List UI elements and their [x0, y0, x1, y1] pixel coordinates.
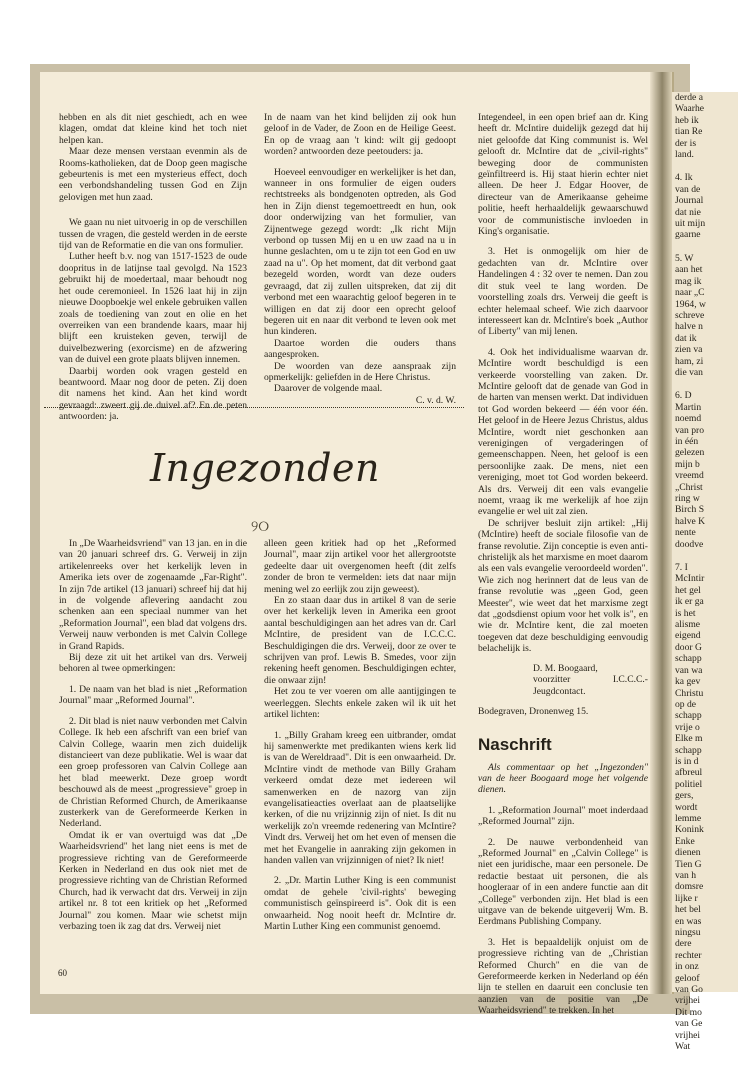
fragment-line: lemme: [675, 812, 702, 824]
ornament-icon: ୨୦: [250, 519, 270, 535]
fragment-line: schreve: [675, 309, 705, 321]
fragment-line: politiel: [675, 778, 703, 790]
fragment-line: tian Re: [675, 126, 703, 138]
fragment-line: Elke m: [675, 733, 703, 745]
fragment-line: ka gev: [675, 676, 701, 688]
fragment-line: 1964, w: [675, 298, 706, 310]
fragment-line: van wa: [675, 664, 703, 676]
author-signature: C. v. d. W.: [415, 394, 456, 406]
paragraph: Hoeveel eenvoudiger en werkelijker is het dan, wanneer in ons formulier de eigen ouders rechtstreeks als bondgenoten optreden, als God hen in Zijn dienst tegemoettreedt en hun, ook door onderwijzing van het formulier, van Zijnentwege gezegd wordt: „Ik richt Mijn verbond op tussen Mij en u en uw zaad na u in hunne geslachten, om u te zijn tot een God en uw zaad na u". Op het moment, dat dit verbond gaat bezegeld worden, wordt van deze ouders gevraagd, dat zij zullen uitspreken, dat zij dit verbond met een waarachtig geloof begeren in te willigen en dat zij door een oprecht geloof begeren uit en naar dit verbond te leven ook met hun kinderen.: [264, 166, 456, 338]
paragraph: De woorden van deze aanspraak zijn opmerkelijk: geliefden in de Here Christus.: [264, 360, 456, 383]
fragment-line: uit mijn: [675, 218, 706, 230]
fragment-line: Birch S: [675, 504, 705, 516]
fragment-line: wordt: [675, 801, 698, 813]
fragment-line: zien va: [675, 344, 703, 356]
fragment-line: noemd: [675, 413, 702, 425]
article-column-2: [264, 112, 456, 406]
naschrift-heading: Naschrift: [478, 735, 552, 755]
fragment-line: is het: [675, 607, 696, 619]
fragment-line: rechter: [675, 949, 702, 961]
section-heading: Ingezonden: [150, 446, 380, 490]
fragment-line: naar „C: [675, 287, 705, 299]
paragraph: 1. De naam van het blad is niet „Reformation Journal" maar „Reformed Journal".: [59, 683, 247, 707]
paragraph: We gaan nu niet uitvoerig in op de verschillen tussen de vragen, die gesteld werden in de eerste tijd van de Reformatie en die van ons formulier.: [59, 217, 247, 252]
fragment-line: het gel: [675, 584, 701, 596]
fragment-line: dat ik: [675, 332, 697, 344]
fragment-line: van Go: [675, 984, 703, 996]
section-divider: [44, 407, 464, 408]
signature-role: voorzitter I.C.C.C.-Jeugdcontact.: [533, 674, 648, 697]
letter-column-3: [478, 112, 648, 1017]
fragment-line: schapp: [675, 744, 702, 756]
paragraph: Integendeel, in een open brief aan dr. King heeft dr. McIntire duidelijk gezegd dat hij niet geloofde dat King communist is. Wel gelooft dr. McIntire dat de „civil-rights" beweging door de communisten geïnfiltreerd is. Hij staat hierin echter niet alleen. De heer J. Edgar Hoover, de directeur van de Amerikaanse geheime politie, heeft herhaaldelijk gewaarschuwd voor de communistische invloeden in King's organisatie.: [478, 112, 648, 238]
fragment-line: ningsu: [675, 927, 701, 939]
fragment-line: Wat: [675, 1041, 691, 1053]
fragment-block: [675, 172, 755, 240]
fragment-block: [675, 390, 755, 550]
paragraph: 3. Het is onmogelijk om hier de gedachten van dr. McIntire over Handelingen 4 : 32 over te nemen. Dan zou dit stuk veel te lang worden. De voorstelling zoals drs. Verweij die geeft is echter helemaal scheef. Wie zich daarvoor interesseert kan dr. McIntire's boek „Author of Liberty" van mij lenen.: [478, 246, 648, 338]
right-page-fragment: [672, 92, 738, 1053]
fragment-line: geloof: [675, 972, 700, 984]
paragraph: hebben en als dit niet geschiedt, ach en wee klagen, omdat dat kleine kind het toch niet helpen kan.: [59, 112, 247, 146]
paragraph: 2. De nauwe verbondenheid van „Reformed Journal" en „Calvin College" is niet een juridische, maar een personele. De redactie bestaat uit personen, die als hoogleraar of in een andere functie aan dit „College" verbonden zijn. Het blad is een uitgave van de bekende uitgeverij Wm. B. Eerdmans Publishing Company.: [478, 836, 648, 928]
paragraph: 3. Het is bepaaldelijk onjuist om de progressieve richting van de „Christian Reformed Church" en die van de Gereformeerde kerken in Nederland op één lijn te stellen en daaruit een conclusie ten aanzien van de positie van „De Waarheidsvriend" te trekken. In het: [478, 936, 648, 1017]
fragment-line: van de: [675, 183, 701, 195]
fragment-line: nente: [675, 527, 696, 539]
fragment-line: in één: [675, 435, 699, 447]
paragraph: In „De Waarheidsvriend" van 13 jan. en in die van 20 januari schreef drs. G. Verweij in zijn artikelenreeks over het kerkelijk leven in Amerika iets over de zogenaamde „Far-Right". In zijn 7de artikel (13 januari) schreef hij dat hij in de volgende aflevering aandacht zou schenken aan een speciaal nummer van het „Reformation Journal", een blad dat volgens drs. Verweij nauw verbonden is met Calvin College in Grand Rapids.: [59, 538, 247, 652]
fragment-line: gaarne: [675, 229, 701, 241]
fragment-line: McIntir: [675, 573, 705, 585]
fragment-line: Enke: [675, 835, 695, 847]
fragment-line: lijke r: [675, 892, 698, 904]
right-page-text: [675, 92, 755, 1053]
fragment-line: gelezen: [675, 447, 705, 459]
paragraph: Bij deze zit uit het artikel van drs. Verweij behoren al twee opmerkingen:: [59, 652, 247, 675]
paragraph: alleen geen kritiek had op het „Reformed Journal", maar zijn artikel voor het allergrootste gedeelte daar uit overgenomen heeft (dit zelfs zonder de bron te vermelden: iets dat naar mijn mening wel zo eerlijk zou zijn geweest).: [264, 538, 456, 595]
fragment-line: Journal: [675, 195, 704, 207]
paragraph: 2. Dit blad is niet nauw verbonden met Calvin College. Ik heb een afschrift van een brief van Calvin College, waarin men zich duidelijk distancieert van deze publikatie. Wel is waar dat een groep professoren van Calvin College aan het blad meewerkt. Deze groep wordt beschouwd als de meest „progressieve" groep in de Christian Reformed Church, de Amerikaanse zusterkerk van de Gereformeerde Kerken in Nederland.: [59, 715, 247, 830]
fragment-line: mijn b: [675, 458, 700, 470]
fragment-line: 7. I: [675, 562, 688, 574]
paragraph: Maar deze mensen verstaan evenmin als de Rooms-katholieken, dat de Doop geen magische gebeurtenis is met een mysterieus effect, doch een verbondshandeling tussen God en Zijn gelovigen met hun zaad.: [59, 146, 247, 203]
fragment-line: ring w: [675, 493, 700, 504]
fragment-line: vrije o: [675, 721, 700, 733]
fragment-line: 6. D: [675, 390, 692, 402]
page-number: 60: [58, 968, 67, 978]
paragraph: Het zou te ver voeren om alle aantijgingen te weerleggen. Slechts enkele zaken wil ik uit het artikel lichten:: [264, 686, 456, 721]
fragment-line: van pro: [675, 424, 705, 436]
paragraph: 2. „Dr. Martin Luther King is een communist omdat de gehele 'civil-rights' beweging communistisch geïnspireerd is". Ook dit is een onwaarheid. Nog nooit heeft dr. McIntire dr. Martin Luther King een communist genoemd.: [264, 875, 456, 932]
paragraph: Daarover de volgende maal.: [274, 383, 383, 395]
fragment-line: halve n: [675, 321, 703, 333]
fragment-line: gers,: [675, 790, 694, 802]
fragment-line: Martin: [675, 401, 702, 413]
fragment-line: Waarhe: [675, 103, 705, 115]
fragment-line: op de: [675, 698, 697, 710]
fragment-line: land.: [675, 149, 694, 161]
paragraph: 4. Ook het individualisme waarvan dr. McIntire wordt beschuldigd is een verkeerde voorstelling van zaken. Dr. McIntire gelooft dat de genade van God in de harten van mensen werkt. Dat individuen tot God worden bekeerd — één voor één. Het geloof in de Heere Jezus Christus, aldus McIntire, wordt niet geschonken aan verenigingen of vergaderingen of gemeenschappen. Neen, het geloof is een persoonlijke zaak. De mens, niet een vereniging, moet tot God worden bekeerd. Als drs. Verweij dit een vals evangelie noemt, vraag ik me werkelijk af hoe zijn evangelie er wel uit zal zien.: [478, 346, 648, 518]
letter-column-2: [264, 538, 456, 932]
paragraph: 1. „Reformation Journal" moet inderdaad „Reformed Journal" zijn.: [478, 804, 648, 828]
naschrift-intro: Als commentaar op het „Ingezonden" van de heer Boogaard moge het volgende dienen.: [478, 761, 648, 796]
fragment-line: domsre: [675, 881, 704, 893]
fragment-block: [675, 253, 755, 378]
paragraph: 1. „Billy Graham kreeg een uitbrander, omdat hij samenwerkte met predikanten wiens kerk lid is van de Wereldraad". Dit is een onwaarheid. Dr. McIntire vindt de methode van Billy Graham verkeerd omdat deze met iedereen wil samenwerken en de nazorg van zijn evangelisatieacties overlaat aan de plaatselijke kerken, of die nu vrijzinnig zijn of niet. Is dit nu werkelijk zo'n vreemde redenering van McIntire? Vindt drs. Verweij het om het even of mensen die met het Evangelie in aanraking zijn gekomen in handen vallen van vrijzinnigen of niet? Ik niet!: [264, 729, 456, 866]
paragraph: Daarbij worden ook vragen gesteld en beantwoord. Maar nog door de peten. Zij doen dit namens het kind. Aan het kind wordt gevraagd: zweert gij de duivel af? En de peten antwoorden: ja.: [59, 365, 247, 423]
page-gutter: [650, 72, 672, 994]
fragment-line: en was: [675, 915, 702, 927]
fragment-line: doodve: [675, 538, 704, 550]
fragment-line: dat nie: [675, 206, 701, 218]
fragment-line: dere: [675, 938, 692, 950]
fragment-line: is in d: [675, 755, 699, 767]
fragment-line: vrijhei: [675, 1029, 701, 1041]
fragment-line: „Christ: [675, 481, 703, 493]
paragraph: Daartoe worden die ouders thans aangesproken.: [264, 337, 456, 361]
fragment-line: schapp: [675, 710, 702, 722]
fragment-line: ham, zi: [675, 355, 704, 367]
paragraph: En zo staan daar dus in artikel 8 van de serie over het kerkelijk leven in Amerika een groot aantal beschuldigingen aan het adres van dr. Carl McIntire, de president van de I.C.C.C. Beschuldigingen die drs. Verweij, door ze over te schrijven van prof. Lewis B. Smedes, voor zijn rekening heeft genomen. Beschuldigingen echter, die onwaar zijn!: [264, 595, 456, 686]
fragment-line: 5. W: [675, 252, 694, 264]
fragment-line: vreemd: [675, 470, 704, 482]
fragment-line: vrijhei: [675, 995, 701, 1007]
paragraph: Omdat ik er van overtuigd was dat „De Waarheidsvriend" het lang niet eens is met de progressieve richting van de Gereformeerde Kerken in Nederland en dus ook niet met de progressieve richting van de Christian Reformed Church, had ik verwacht dat drs. Verweij in zijn artikel nr. 8 tot een kritiek op het „Reformed Journal" zou komen. Maar wie schetst mijn verbazing toen ik zag dat drs. Verweij niet: [59, 829, 247, 932]
fragment-line: Dit mo: [675, 1006, 702, 1018]
fragment-line: Konink: [675, 824, 704, 836]
paragraph: Luther heeft b.v. nog van 1517-1523 de oude doopritus in de latijnse taal gevolgd. Na 1523 gebruikt hij de moedertaal, maar behoudt nog het oude ceremonieel. In 1526 laat hij in zijn nieuwe Doopboekje wel enkele gebruiken vallen zoals de toediening van zout en olie en het overreiken van een brandende kaars, maar hij blijft een kruisteken geven, terwijl de duivelbezwering (exorcisme) en de afzwering van de duivel een grote plaats blijven innemen.: [59, 251, 247, 366]
paragraph: In de naam van het kind belijden zij ook hun geloof in de Vader, de Zoon en de Heilige Geest. En op de vraag aan 't kind: wilt gij gedoopt worden? antwoorden deze peetouders: ja.: [264, 112, 456, 158]
fragment-line: dienen: [675, 847, 701, 859]
fragment-block: [675, 92, 755, 160]
fragment-line: door G: [675, 641, 702, 653]
fragment-line: eigend: [675, 630, 701, 642]
fragment-line: halve K: [675, 515, 706, 527]
fragment-line: 4. Ik: [675, 172, 693, 184]
fragment-line: mag ik: [675, 275, 702, 287]
fragment-line: ik er ga: [675, 596, 704, 608]
fragment-line: Christu: [675, 687, 704, 699]
fragment-line: derde a: [675, 92, 703, 103]
article-column-1: [59, 112, 247, 423]
fragment-line: het bel: [675, 904, 701, 916]
fragment-line: aan het: [675, 264, 703, 276]
signature-address: Bodegraven, Dronenweg 15.: [478, 705, 589, 717]
fragment-line: van h: [675, 870, 697, 881]
fragment-line: die van: [675, 366, 703, 378]
fragment-line: schapp: [675, 653, 702, 665]
fragment-line: in onz: [675, 961, 699, 973]
fragment-line: van Ge: [675, 1018, 703, 1030]
letter-column-1: [59, 538, 247, 932]
fragment-block: [675, 562, 755, 1052]
fragment-line: alisme: [675, 619, 701, 631]
paragraph: De schrijver besluit zijn artikel: „Hij (McIntire) heeft de sociale filosofie van de franse revolutie. Zijn conceptie is even anti-christelijk als het marxisme en moet daarom als een vals evangelie veroordeeld worden". Wie zich nog herinnert dat de leus van de franse revolutie was „geen God, geen Meester", wie weet dat het marxisme zegt dat „godsdienst opium voor het volk is", en wie dr. McIntire kent, die zal moeten toegeven dat deze beschuldiging eenvoudig belachelijk is.: [478, 517, 648, 655]
fragment-line: der is: [675, 137, 697, 149]
fragment-line: Tien G: [675, 858, 702, 870]
fragment-line: afbreul: [675, 767, 703, 779]
signature-name: D. M. Boogaard,: [533, 662, 598, 674]
fragment-line: heb ik: [675, 114, 699, 126]
